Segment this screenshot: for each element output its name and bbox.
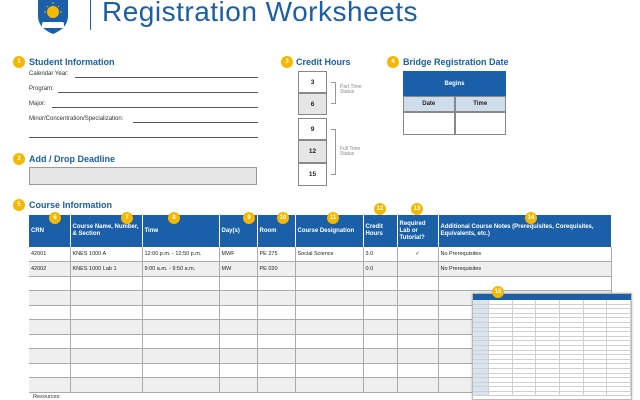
bridge-registration-table (403, 71, 506, 135)
credit-hours-cell[interactable] (363, 291, 397, 306)
calendar-year-field[interactable] (75, 77, 258, 78)
required-lab-cell[interactable] (397, 291, 438, 306)
step-badge-9: 9 (243, 212, 255, 224)
credit-hours-title: Credit Hours (296, 57, 351, 67)
days-cell[interactable] (219, 334, 257, 349)
student-info-title: Student Information (29, 57, 115, 67)
crn-cell[interactable] (29, 276, 70, 291)
major-label: Major: (29, 101, 46, 107)
bridge-begins-header: Begins (403, 71, 506, 96)
days-cell[interactable] (219, 291, 257, 306)
minor-field-extra-line[interactable] (29, 137, 258, 138)
notes-cell[interactable]: No Prerequisites (438, 247, 611, 262)
time-cell[interactable] (142, 363, 219, 378)
col-header-crn: CRN (29, 215, 70, 247)
room-cell[interactable] (257, 291, 295, 306)
course-info-title: Course Information (29, 200, 113, 210)
credit-hours-cell[interactable] (363, 276, 397, 291)
required-lab-cell[interactable] (397, 334, 438, 349)
course-name-cell[interactable] (70, 305, 142, 320)
resources-label: Resources: (33, 394, 61, 400)
designation-cell[interactable] (295, 291, 363, 306)
room-cell[interactable]: PE 020 (257, 262, 295, 277)
course-name-cell[interactable] (70, 334, 142, 349)
time-cell[interactable]: 12:00 p.m. - 12:50 p.m. (142, 247, 219, 262)
step-badge-2: 2 (13, 153, 25, 165)
step-badge-4: 4 (387, 56, 399, 68)
room-cell[interactable] (257, 320, 295, 335)
calendar-year-label: Calendar Year: (29, 71, 69, 77)
credit-hours-cell[interactable]: 3.0 (363, 247, 397, 262)
required-lab-cell[interactable] (397, 262, 438, 277)
room-cell[interactable]: PE 275 (257, 247, 295, 262)
program-label: Program: (29, 86, 54, 92)
major-field[interactable] (52, 107, 258, 108)
days-cell[interactable] (219, 320, 257, 335)
course-table-row (29, 262, 611, 277)
minor-label: Minor/Concentration/Specialization: (29, 116, 124, 122)
minor-field[interactable] (133, 122, 258, 123)
designation-cell[interactable] (295, 378, 363, 393)
crn-cell[interactable]: 42002 (29, 262, 70, 277)
time-cell[interactable] (142, 334, 219, 349)
step-badge-5: 5 (13, 199, 25, 211)
crn-cell[interactable] (29, 334, 70, 349)
time-cell[interactable] (142, 276, 219, 291)
bridge-time-cell[interactable] (455, 112, 507, 135)
step-badge-1: 1 (13, 56, 25, 68)
designation-cell[interactable]: Social Science (295, 247, 363, 262)
credit-hours-cell[interactable] (363, 378, 397, 393)
add-drop-title: Add / Drop Deadline (29, 154, 116, 164)
credit-hours-cell[interactable] (363, 305, 397, 320)
days-cell[interactable] (219, 349, 257, 364)
credit-hours-cell[interactable] (363, 349, 397, 364)
bridge-date-header: Date (403, 96, 455, 112)
course-table-row (29, 247, 611, 262)
crn-cell[interactable] (29, 349, 70, 364)
credit-hours-cell[interactable]: 0.0 (363, 262, 397, 277)
notes-cell[interactable] (438, 276, 611, 291)
time-cell[interactable] (142, 349, 219, 364)
time-cell[interactable]: 9:00 a.m. - 9:50 a.m. (142, 262, 219, 277)
required-lab-cell[interactable] (397, 378, 438, 393)
credit-hours-cell[interactable] (363, 334, 397, 349)
required-lab-cell[interactable]: ✓ (397, 247, 438, 262)
col-header-room: Room (257, 215, 295, 247)
course-name-cell[interactable]: KNES 1000 A (70, 247, 142, 262)
days-cell[interactable] (219, 378, 257, 393)
required-lab-cell[interactable] (397, 349, 438, 364)
col-header-credit-hours: Credit Hours (363, 215, 397, 247)
designation-cell[interactable] (295, 334, 363, 349)
course-table-row (29, 276, 611, 291)
room-cell[interactable] (257, 378, 295, 393)
designation-cell[interactable] (295, 320, 363, 335)
credit-hours-cell[interactable] (363, 320, 397, 335)
crn-cell[interactable] (29, 305, 70, 320)
course-name-cell[interactable] (70, 349, 142, 364)
university-crest-logo (34, 0, 72, 34)
course-name-cell[interactable] (70, 363, 142, 378)
room-cell[interactable] (257, 349, 295, 364)
step-badge-11: 11 (327, 212, 339, 224)
step-badge-10: 10 (277, 212, 289, 224)
crn-cell[interactable] (29, 291, 70, 306)
step-badge-6: 6 (49, 212, 61, 224)
bridge-registration-title: Bridge Registration Date (403, 57, 509, 67)
schedule-thumbnail-row (473, 392, 631, 397)
header-divider (90, 0, 91, 30)
required-lab-cell[interactable] (397, 363, 438, 378)
time-cell[interactable] (142, 378, 219, 393)
col-header-additional-notes: Additional Course Notes (Prerequisites, Corequisites, Equivalents, etc.) (438, 215, 611, 247)
step-badge-12: 12 (374, 203, 386, 215)
credit-hours-cell[interactable] (363, 363, 397, 378)
step-badge-14: 14 (525, 212, 537, 224)
time-cell[interactable] (142, 320, 219, 335)
course-name-cell[interactable]: KNES 1000 Lab 1 (70, 262, 142, 277)
step-badge-3: 3 (281, 56, 293, 68)
designation-cell[interactable] (295, 262, 363, 277)
col-header-days: Day(s) (219, 215, 257, 247)
full-time-bracket (331, 129, 336, 175)
add-drop-deadline-field[interactable] (29, 167, 257, 185)
required-lab-cell[interactable] (397, 305, 438, 320)
crn-cell[interactable] (29, 378, 70, 393)
full-time-status-label: Full Time Status (340, 146, 361, 157)
credit-hours-option[interactable]: 12 (298, 140, 327, 163)
col-header-course-designation: Course Designation (295, 215, 363, 247)
program-field[interactable] (58, 92, 258, 93)
room-cell[interactable] (257, 305, 295, 320)
credit-hours-option[interactable]: 6 (298, 93, 327, 115)
notes-cell[interactable]: No Prerequisites (438, 262, 611, 277)
days-cell[interactable]: MW (219, 262, 257, 277)
days-cell[interactable] (219, 363, 257, 378)
crn-cell[interactable] (29, 363, 70, 378)
course-table-header-row (29, 215, 611, 247)
designation-cell[interactable] (295, 349, 363, 364)
credit-hours-option[interactable]: 9 (298, 118, 327, 140)
weekly-schedule-thumbnail[interactable] (472, 293, 632, 400)
course-name-cell[interactable] (70, 378, 142, 393)
days-cell[interactable] (219, 276, 257, 291)
page-title: Registration Worksheets (102, 0, 418, 27)
step-badge-13: 13 (411, 203, 423, 215)
col-header-time: Time (142, 215, 219, 247)
step-badge-8: 8 (168, 212, 180, 224)
time-cell[interactable] (142, 305, 219, 320)
designation-cell[interactable] (295, 363, 363, 378)
step-badge-7: 7 (121, 212, 133, 224)
required-lab-cell[interactable] (397, 276, 438, 291)
bridge-date-cell[interactable] (403, 112, 455, 135)
crn-cell[interactable]: 42001 (29, 247, 70, 262)
designation-cell[interactable] (295, 276, 363, 291)
designation-cell[interactable] (295, 305, 363, 320)
col-header-required-lab: Required Lab or Tutorial? (397, 215, 438, 247)
part-time-status-label: Part Time Status (340, 84, 362, 95)
room-cell[interactable] (257, 276, 295, 291)
part-time-bracket (331, 82, 336, 104)
time-cell[interactable] (142, 291, 219, 306)
course-name-cell[interactable] (70, 291, 142, 306)
step-badge-15: 15 (492, 286, 504, 298)
room-cell[interactable] (257, 363, 295, 378)
course-name-cell[interactable] (70, 276, 142, 291)
crn-cell[interactable] (29, 320, 70, 335)
course-name-cell[interactable] (70, 320, 142, 335)
credit-hours-option[interactable]: 3 (298, 71, 327, 93)
col-header-course-name: Course Name, Number, & Section (70, 215, 142, 247)
credit-hours-option[interactable]: 15 (298, 163, 327, 186)
bridge-time-header: Time (455, 96, 507, 112)
days-cell[interactable] (219, 305, 257, 320)
required-lab-cell[interactable] (397, 320, 438, 335)
room-cell[interactable] (257, 334, 295, 349)
days-cell[interactable]: MWF (219, 247, 257, 262)
